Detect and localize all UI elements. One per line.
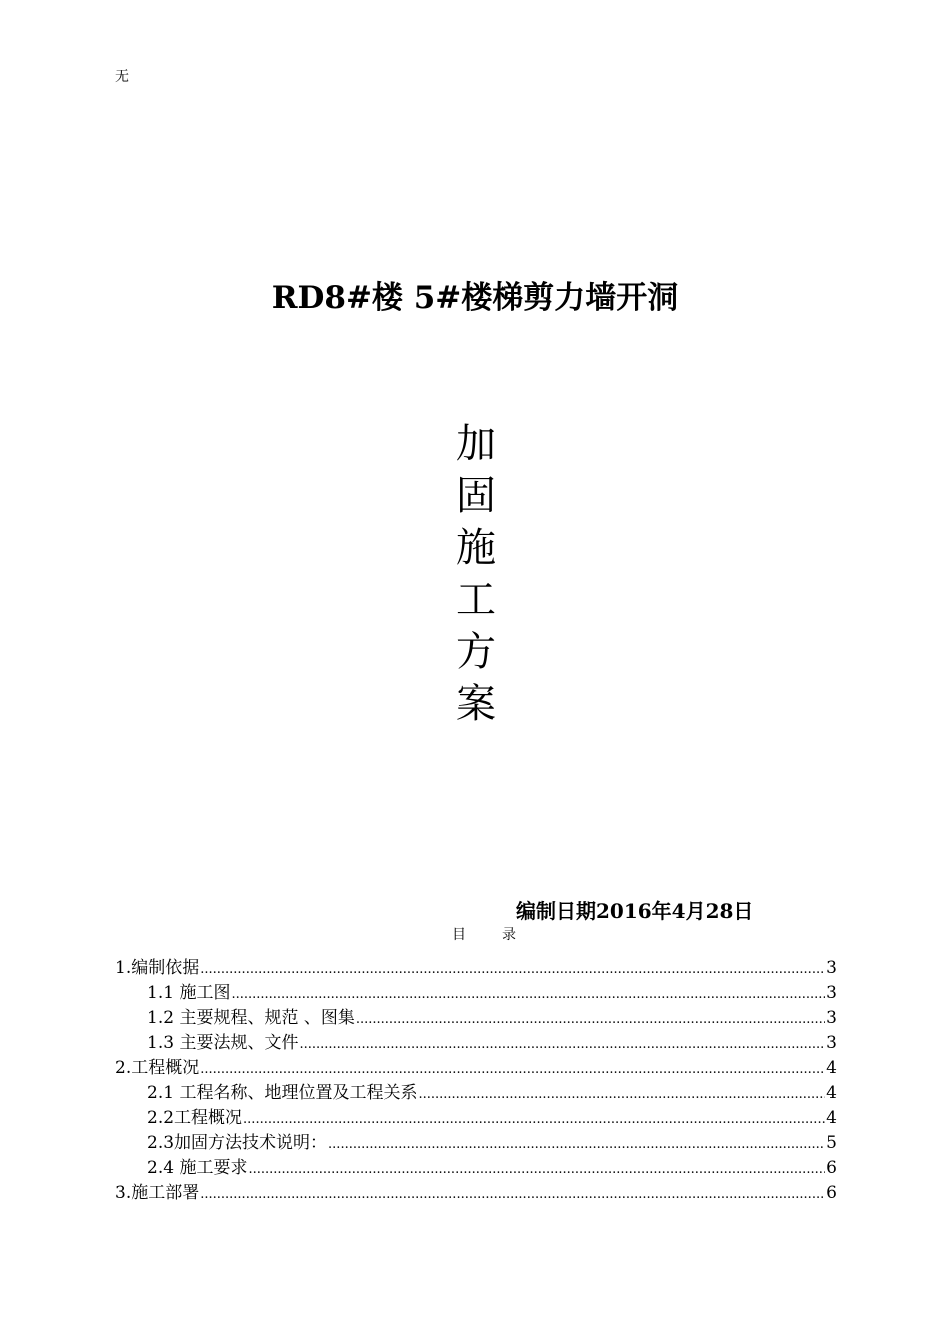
toc-entry-page: 4 — [826, 1058, 837, 1078]
toc-entry-page: 3 — [826, 1033, 837, 1053]
vertical-subtitle-char: 施 — [456, 525, 496, 571]
toc-entry[interactable] — [115, 981, 837, 1006]
toc-entry-page: 3 — [826, 1008, 837, 1028]
toc-entry[interactable] — [115, 1081, 837, 1106]
vertical-subtitle-char: 固 — [456, 473, 496, 519]
toc-leader — [231, 982, 825, 1007]
toc-entry-page: 6 — [826, 1158, 837, 1178]
vertical-subtitle-char: 方 — [456, 629, 496, 675]
toc-leader — [328, 1132, 825, 1157]
toc-entry[interactable] — [115, 1131, 837, 1156]
toc-leader — [200, 1057, 825, 1082]
toc-entry-page: 4 — [826, 1108, 837, 1128]
toc-leader — [200, 957, 825, 982]
toc-entry-label: 2.工程概况 — [115, 1058, 200, 1078]
toc-entry-label: 2.4 施工要求 — [147, 1158, 248, 1178]
toc-entry[interactable] — [115, 1056, 837, 1081]
toc-entry-label: 3.施工部署 — [115, 1183, 200, 1203]
toc-leader — [200, 1182, 825, 1207]
toc-entry[interactable] — [115, 1181, 837, 1206]
vertical-subtitle — [454, 418, 498, 730]
compile-date: 编制日期2016年4月28日 — [516, 899, 754, 923]
toc-leader — [243, 1107, 825, 1132]
toc-leader — [299, 1032, 825, 1057]
toc-entry-page: 4 — [826, 1083, 837, 1103]
toc-entry-label: 2.3加固方法技术说明： — [147, 1133, 328, 1153]
toc-entry[interactable] — [115, 1106, 837, 1131]
toc-entry[interactable] — [115, 1006, 837, 1031]
toc-leader — [356, 1007, 825, 1032]
toc-entry[interactable] — [115, 956, 837, 981]
toc-leader — [248, 1157, 825, 1182]
toc-entry-page: 5 — [826, 1133, 837, 1153]
toc-entry-page: 6 — [826, 1183, 837, 1203]
table-of-contents — [115, 956, 837, 1206]
toc-entry-label: 1.3 主要法规、文件 — [147, 1033, 299, 1053]
toc-entry-label: 2.2工程概况 — [147, 1108, 243, 1128]
vertical-subtitle-char: 工 — [456, 577, 496, 623]
toc-entry-page: 3 — [826, 958, 837, 978]
toc-heading-right: 录 — [502, 927, 516, 943]
header-mark: 无 — [115, 69, 129, 85]
toc-entry-label: 1.1 施工图 — [147, 983, 231, 1003]
document-title: RD8#楼 5#楼梯剪力墙开洞 — [271, 280, 679, 316]
toc-heading-left: 目 — [452, 927, 466, 943]
toc-entry-label: 1.编制依据 — [115, 958, 200, 978]
toc-entry-label: 1.2 主要规程、规范 、图集 — [147, 1008, 355, 1028]
toc-entry[interactable] — [115, 1156, 837, 1181]
toc-entry-page: 3 — [826, 983, 837, 1003]
toc-entry-label: 2.1 工程名称、地理位置及工程关系 — [147, 1083, 418, 1103]
toc-entry[interactable] — [115, 1031, 837, 1056]
toc-heading — [452, 924, 516, 944]
vertical-subtitle-char: 加 — [456, 421, 496, 467]
vertical-subtitle-char: 案 — [456, 681, 496, 727]
toc-leader — [418, 1082, 825, 1107]
